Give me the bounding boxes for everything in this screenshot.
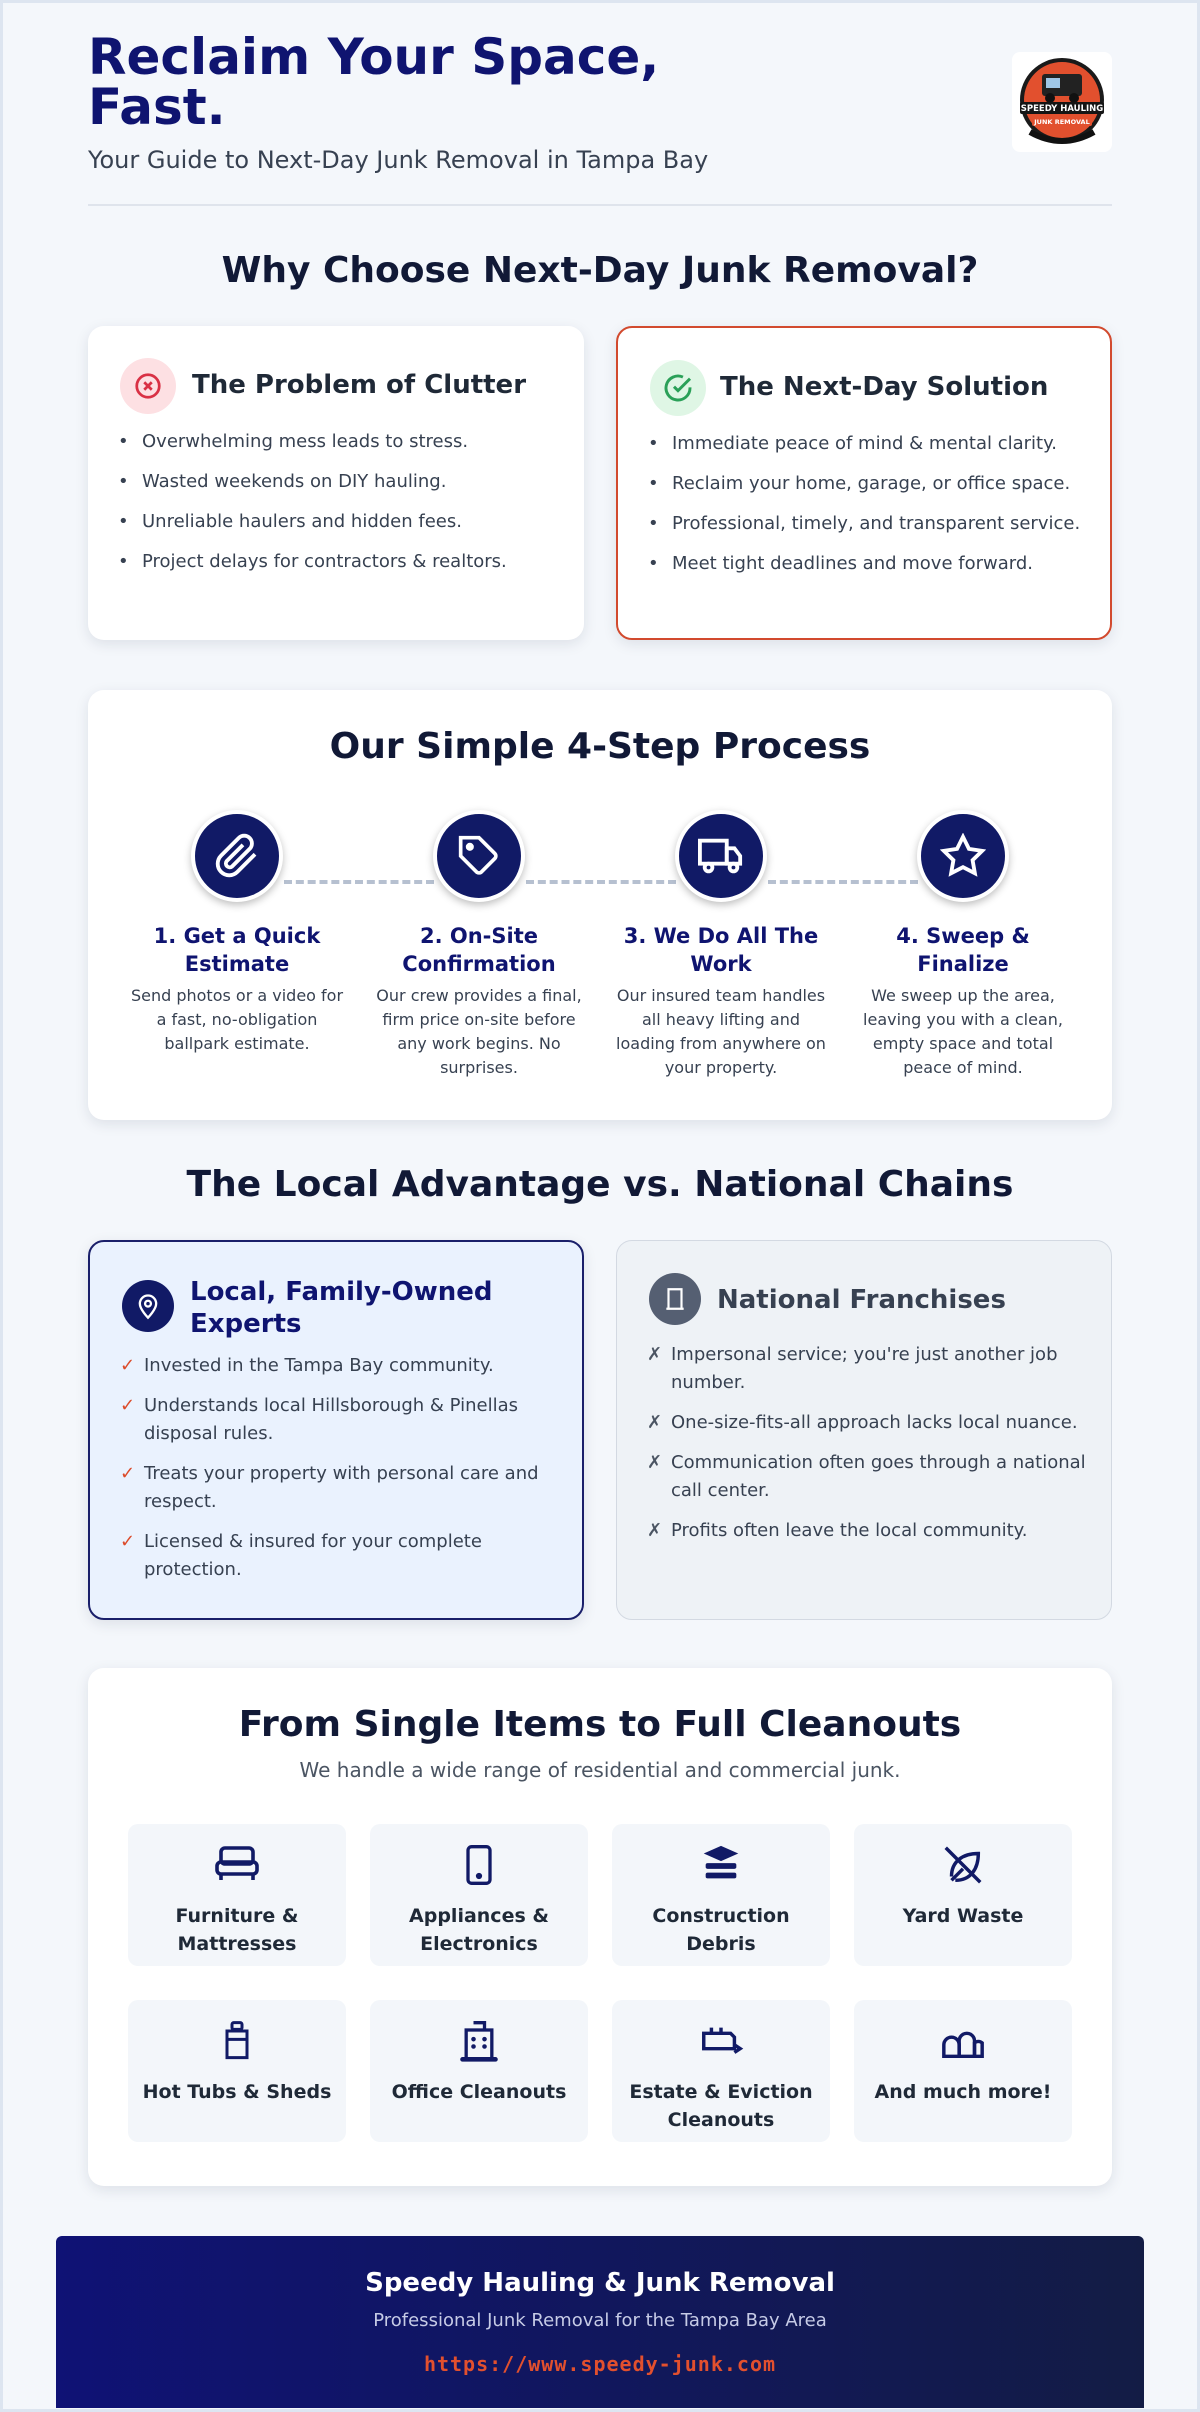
bin-icon bbox=[128, 2018, 346, 2064]
tag-icon bbox=[433, 810, 525, 902]
mailbox-icon bbox=[854, 2018, 1072, 2064]
service-label: Appliances & Electronics bbox=[409, 1905, 549, 1955]
list-item: • Project delays for contractors & realtors. bbox=[118, 548, 558, 576]
process-step bbox=[369, 810, 589, 1080]
step-title: 3. We Do All The Work bbox=[623, 924, 819, 976]
list-item: ✗ Profits often leave the local community. bbox=[647, 1517, 1087, 1545]
local-card bbox=[88, 1240, 584, 1620]
star-icon bbox=[917, 810, 1009, 902]
step-title: 2. On-Site Confirmation bbox=[402, 924, 556, 976]
services-subtitle: We handle a wide range of residential and commercial junk. bbox=[299, 1758, 901, 1782]
advantage-title: The Local Advantage vs. National Chains bbox=[186, 1164, 1014, 1205]
service-item bbox=[612, 2000, 830, 2142]
service-label: Construction Debris bbox=[652, 1905, 790, 1955]
solution-heading: The Next-Day Solution bbox=[720, 372, 1049, 402]
list-item: • Unreliable haulers and hidden fees. bbox=[118, 508, 558, 536]
paperclip-icon bbox=[191, 810, 283, 902]
eviction-icon bbox=[612, 2018, 830, 2064]
service-label: Office Cleanouts bbox=[391, 2081, 567, 2103]
why-title: Why Choose Next-Day Junk Removal? bbox=[221, 250, 979, 291]
step-title: 4. Sweep & Finalize bbox=[896, 924, 1030, 976]
list-item: ✗ One-size-fits-all approach lacks local nuance. bbox=[647, 1409, 1087, 1437]
leaf-off-icon bbox=[854, 1842, 1072, 1888]
tablet-icon bbox=[370, 1842, 588, 1888]
layers-icon bbox=[612, 1842, 830, 1888]
process-title: Our Simple 4-Step Process bbox=[329, 726, 871, 767]
services-title: From Single Items to Full Cleanouts bbox=[238, 1704, 962, 1745]
list-item: • Immediate peace of mind & mental clarity. bbox=[648, 430, 1098, 458]
national-card bbox=[616, 1240, 1112, 1620]
service-item bbox=[128, 2000, 346, 2142]
process-step bbox=[611, 810, 831, 1080]
step-description: We sweep up the area, leaving you with a clean, empty space and total peace of mind. bbox=[863, 986, 1063, 1077]
company-logo bbox=[1012, 52, 1112, 152]
page-header bbox=[88, 28, 1112, 204]
list-item: • Professional, timely, and transparent service. bbox=[648, 510, 1098, 538]
list-item: • Meet tight deadlines and move forward. bbox=[648, 550, 1098, 578]
couch-icon bbox=[128, 1842, 346, 1888]
service-item bbox=[854, 1824, 1072, 1966]
service-item bbox=[854, 2000, 1072, 2142]
logo-text-top: SPEEDY HAULING bbox=[1020, 104, 1104, 114]
footer-company: Speedy Hauling & Junk Removal bbox=[365, 2268, 835, 2298]
service-label: Yard Waste bbox=[902, 1905, 1024, 1927]
office-icon bbox=[370, 2018, 588, 2064]
national-heading: National Franchises bbox=[717, 1285, 1006, 1315]
list-item: ✓ Invested in the Tampa Bay community. bbox=[120, 1352, 560, 1380]
local-list bbox=[120, 1352, 560, 1596]
building-icon bbox=[649, 1273, 701, 1325]
list-item: ✓ Licensed & insured for your complete protection. bbox=[120, 1528, 560, 1584]
service-label: And much more! bbox=[874, 2081, 1052, 2103]
x-circle-icon bbox=[120, 358, 176, 414]
step-description: Our crew provides a final, firm price on-site before any work begins. No surprises. bbox=[376, 986, 582, 1077]
solution-card bbox=[616, 326, 1112, 640]
header-divider bbox=[88, 204, 1112, 206]
list-item: ✓ Treats your property with personal care and respect. bbox=[120, 1460, 560, 1516]
footer-tagline: Professional Junk Removal for the Tampa Bay Area bbox=[373, 2310, 827, 2331]
service-label: Hot Tubs & Sheds bbox=[142, 2081, 332, 2103]
process-step bbox=[127, 810, 347, 1056]
service-item bbox=[370, 1824, 588, 1966]
list-item: • Wasted weekends on DIY hauling. bbox=[118, 468, 558, 496]
step-description: Our insured team handles all heavy lifting and loading from anywhere on your property. bbox=[616, 986, 826, 1077]
process-step bbox=[853, 810, 1073, 1080]
map-pin-icon bbox=[122, 1280, 174, 1332]
list-item: • Reclaim your home, garage, or office space. bbox=[648, 470, 1098, 498]
list-item: ✓ Understands local Hillsborough & Pinellas disposal rules. bbox=[120, 1392, 560, 1448]
page-subtitle: Your Guide to Next-Day Junk Removal in Tampa Bay bbox=[88, 146, 709, 174]
service-item bbox=[128, 1824, 346, 1966]
solution-list bbox=[648, 430, 1098, 590]
local-heading: Local, Family-Owned Experts bbox=[190, 1277, 493, 1339]
national-list bbox=[647, 1341, 1087, 1557]
problem-heading: The Problem of Clutter bbox=[192, 370, 527, 400]
list-item: • Overwhelming mess leads to stress. bbox=[118, 428, 558, 456]
service-label: Furniture & Mattresses bbox=[175, 1905, 299, 1955]
service-item bbox=[612, 1824, 830, 1966]
problem-card bbox=[88, 326, 584, 640]
service-label: Estate & Eviction Cleanouts bbox=[629, 2081, 813, 2131]
list-item: ✗ Communication often goes through a national call center. bbox=[647, 1449, 1087, 1505]
list-item: ✗ Impersonal service; you're just another job number. bbox=[647, 1341, 1087, 1397]
page-footer bbox=[56, 2236, 1144, 2408]
problem-list bbox=[118, 428, 558, 588]
logo-text-bottom: JUNK REMOVAL bbox=[1034, 118, 1090, 126]
truck-icon bbox=[675, 810, 767, 902]
step-description: Send photos or a video for a fast, no-obligation ballpark estimate. bbox=[130, 986, 344, 1053]
check-circle-icon bbox=[650, 360, 706, 416]
footer-website-link[interactable]: https://www.speedy-junk.com bbox=[423, 2352, 777, 2376]
service-item bbox=[370, 2000, 588, 2142]
page-title: Reclaim Your Space, Fast. bbox=[88, 28, 660, 136]
step-title: 1. Get a Quick Estimate bbox=[153, 924, 321, 976]
